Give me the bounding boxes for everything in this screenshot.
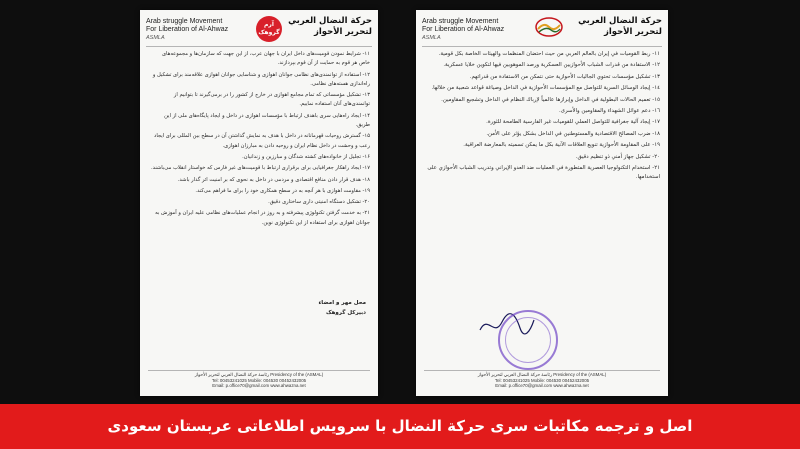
- paragraph: ١٨- ضرب المصالح الاقتصادية والمستوطنين في الداخل بشكل يؤثر على الأمن.: [486, 130, 660, 137]
- footer-line1: Presidency of the (ASMAL) رئاسة حركة النضال العربي لتحرير الأحواز: [477, 372, 607, 377]
- footer-line3: Email: p.office70@gmail.com www.ahwazna.net: [212, 383, 306, 389]
- paragraph: ۱۲- استفاده از توانمندی‌های نظامی جوانان اهوازی و شناسایی جوانان اهوازی علاقه‌مند برای تشکیل و راه‌اندازی هسته‌های نظامی.: [152, 71, 370, 87]
- paragraph: ۲۱- به خدمت گرفتن تکنولوژی پیشرفته و به روز در انجام عملیات‌های نظامی علیه ایران و آموزش به جوانان اهوازی برای استفاده از این تکنولوژی نوین.: [155, 210, 370, 226]
- document-header: [146, 14, 372, 50]
- logo-placeholder-badge: آرم گروهک: [256, 16, 282, 42]
- header-ar-line1: حركة النضال العربي: [288, 16, 372, 26]
- organization-logo-icon: [534, 16, 564, 38]
- paragraph: ۱۱- شرایط نمودن قومیت‌های داخل ایران با جهان عرب، از این جهت که سازمان‌ها و مجموعه‌های خاص هر قوم به حمایت از آن قوم بپردازند.: [161, 51, 370, 67]
- paragraph: ۱۸- هدف قرار دادن منافع اقتصادی و مردمی در داخل به نحوی که بر امنیت اثر گذار باشد.: [177, 176, 370, 183]
- header-en-line1: Arab struggle Movement: [422, 18, 499, 25]
- paragraph: ۱۹- مقاومت اهوازی با هر آنچه به در سطح همکاری خود را برای ما فراهم می‌کند.: [195, 187, 370, 194]
- document-body: [150, 50, 370, 230]
- document-footer: [424, 372, 660, 396]
- paragraph: ۲۰- تشکیل دستگاه امنیتی داری ساختاری دقیق.: [268, 199, 370, 206]
- paragraph: ۱۳- تشکیل مؤسساتی که تمام مجامع اهوازی در خارج از کشور را در برمی‌گیرند تا بتوانیم از توانمندی‌های آنان استفاده نماییم.: [173, 92, 370, 108]
- paragraph: ١٣- تشكيل مؤسسات تحتوي الجاليات الأحوازية حتى نتمكن من الاستفادة من قدراتهم.: [469, 73, 660, 80]
- paragraph: ١٦- دعم عوائل الشهداء والمقاومين والأسرى.: [559, 108, 660, 115]
- document-header: [422, 14, 662, 50]
- signature-line2: دبیرکل گروهک: [325, 310, 366, 316]
- paragraph: ١٥- تعميم الحالات البطولية في الداخل وإبرازها عالمياً لإرباك النظام في الداخل وتشجيع المقاومين.: [441, 96, 660, 103]
- translated-document-page: [140, 10, 378, 396]
- signature-line1: محل مهر و امضاء: [318, 300, 366, 306]
- header-arabic: [288, 16, 372, 38]
- paragraph: ١٤- إيجاد الوسائل السرية للتواصل مع المؤسسات الأحوازية في الداخل وصياغة قواعد شعبية من خلالها.: [431, 85, 660, 92]
- caption-banner: اصل و ترجمه مکاتبات سری حرکة النضال با سرویس اطلاعاتی عربستان سعودی: [0, 404, 800, 449]
- header-en-line3: ASMLA: [422, 35, 441, 41]
- original-document-page: [416, 10, 668, 396]
- footer-line2: Tel: 00453241025 Mobile: 004530 00452432005: [211, 377, 307, 383]
- header-arabic: [578, 16, 662, 38]
- paragraph: ١٩- على المقاومة الأحوازية تنويع العلاقات الآنية بكل ما يمكن تسميته بالمعارضة العراقية.: [463, 142, 660, 149]
- footer-divider: [148, 370, 370, 371]
- header-ar-line2: لتحرير الأحواز: [603, 27, 662, 37]
- header-ar-line1: حركة النضال العربي: [578, 16, 662, 26]
- signature-block: [319, 298, 367, 318]
- paragraph: ۱۷- ایجاد راهکار جغرافیایی برای برقراری ارتباط با قومیت‌های غیر فارس که خواستار انقلاب می‌باشند.: [150, 165, 370, 172]
- header-en-line1: Arab struggle Movement: [146, 18, 223, 25]
- footer-line2: Tel: 00453241025 Mobile: 004530 00452432005: [494, 377, 590, 383]
- footer-divider: [424, 370, 660, 371]
- header-ar-line2: لتحرير الأحواز: [313, 27, 372, 37]
- paragraph: ١٧- إيجاد آلية جغرافية للتواصل العملي للقوميات غير الفارسية الطامحة للثورة.: [486, 119, 660, 126]
- paragraph: ۱۵- گسترش روحیات قهرمانانه در داخل با هدف به نمایش گذاشتن آن در سطح بین المللی برای ایجاد رعب و وحشت در داخل نظام ایران و روحیه دادن به مبارزان اهوازی.: [154, 133, 370, 149]
- paragraph: ۱۶- تجلیل از خانواده‌های کشته شدگان و مبارزین و زندانیان.: [242, 153, 370, 160]
- paragraph: ٢١- استخدام التكنولوجيا العصرية المتطورة في العمليات ضد العدو الإيراني وتدريب الشباب الأحوازي على استخدامها.: [427, 165, 660, 181]
- header-en-line3: ASMLA: [146, 35, 165, 41]
- header-en-line2: For Liberation of Al-Ahwaz: [422, 26, 505, 33]
- official-stamp-icon: [498, 310, 558, 370]
- paragraph: ١٢- الاستفادة من قدرات الشباب الأحوازيين العسكرية ورصد الموهوبين فيها لتكوين خلايا عسكرية.: [443, 62, 660, 69]
- document-footer: [148, 372, 370, 396]
- paragraph: ١١- ربط القوميات في إيران بالعالم العربي من حيث احتضان المنظمات والهيئات الخاصة بكل قومية.: [438, 51, 660, 57]
- footer-line3: Email: p.office70@gmail.com www.ahwazna.net: [495, 383, 589, 389]
- header-divider: [146, 46, 372, 47]
- document-body: [426, 50, 660, 185]
- paragraph: ۱۴- ایجاد راه‌هایی سری باهدف ارتباط با مؤسسات اهوازی در داخل و ایجاد پایگاه‌های ملی از این طریق.: [164, 112, 370, 129]
- header-divider: [422, 46, 662, 47]
- header-english: [146, 18, 228, 42]
- paragraph: ٢٠- تشكيل جهاز أمني ذو تنظيم دقيق.: [575, 153, 660, 160]
- header-en-line2: For Liberation of Al-Ahwaz: [146, 26, 229, 33]
- header-english: [422, 18, 504, 42]
- footer-line1: Presidency of the (ASMAL) رئاسة حركة النضال العربي لتحرير الأحواز: [194, 372, 324, 377]
